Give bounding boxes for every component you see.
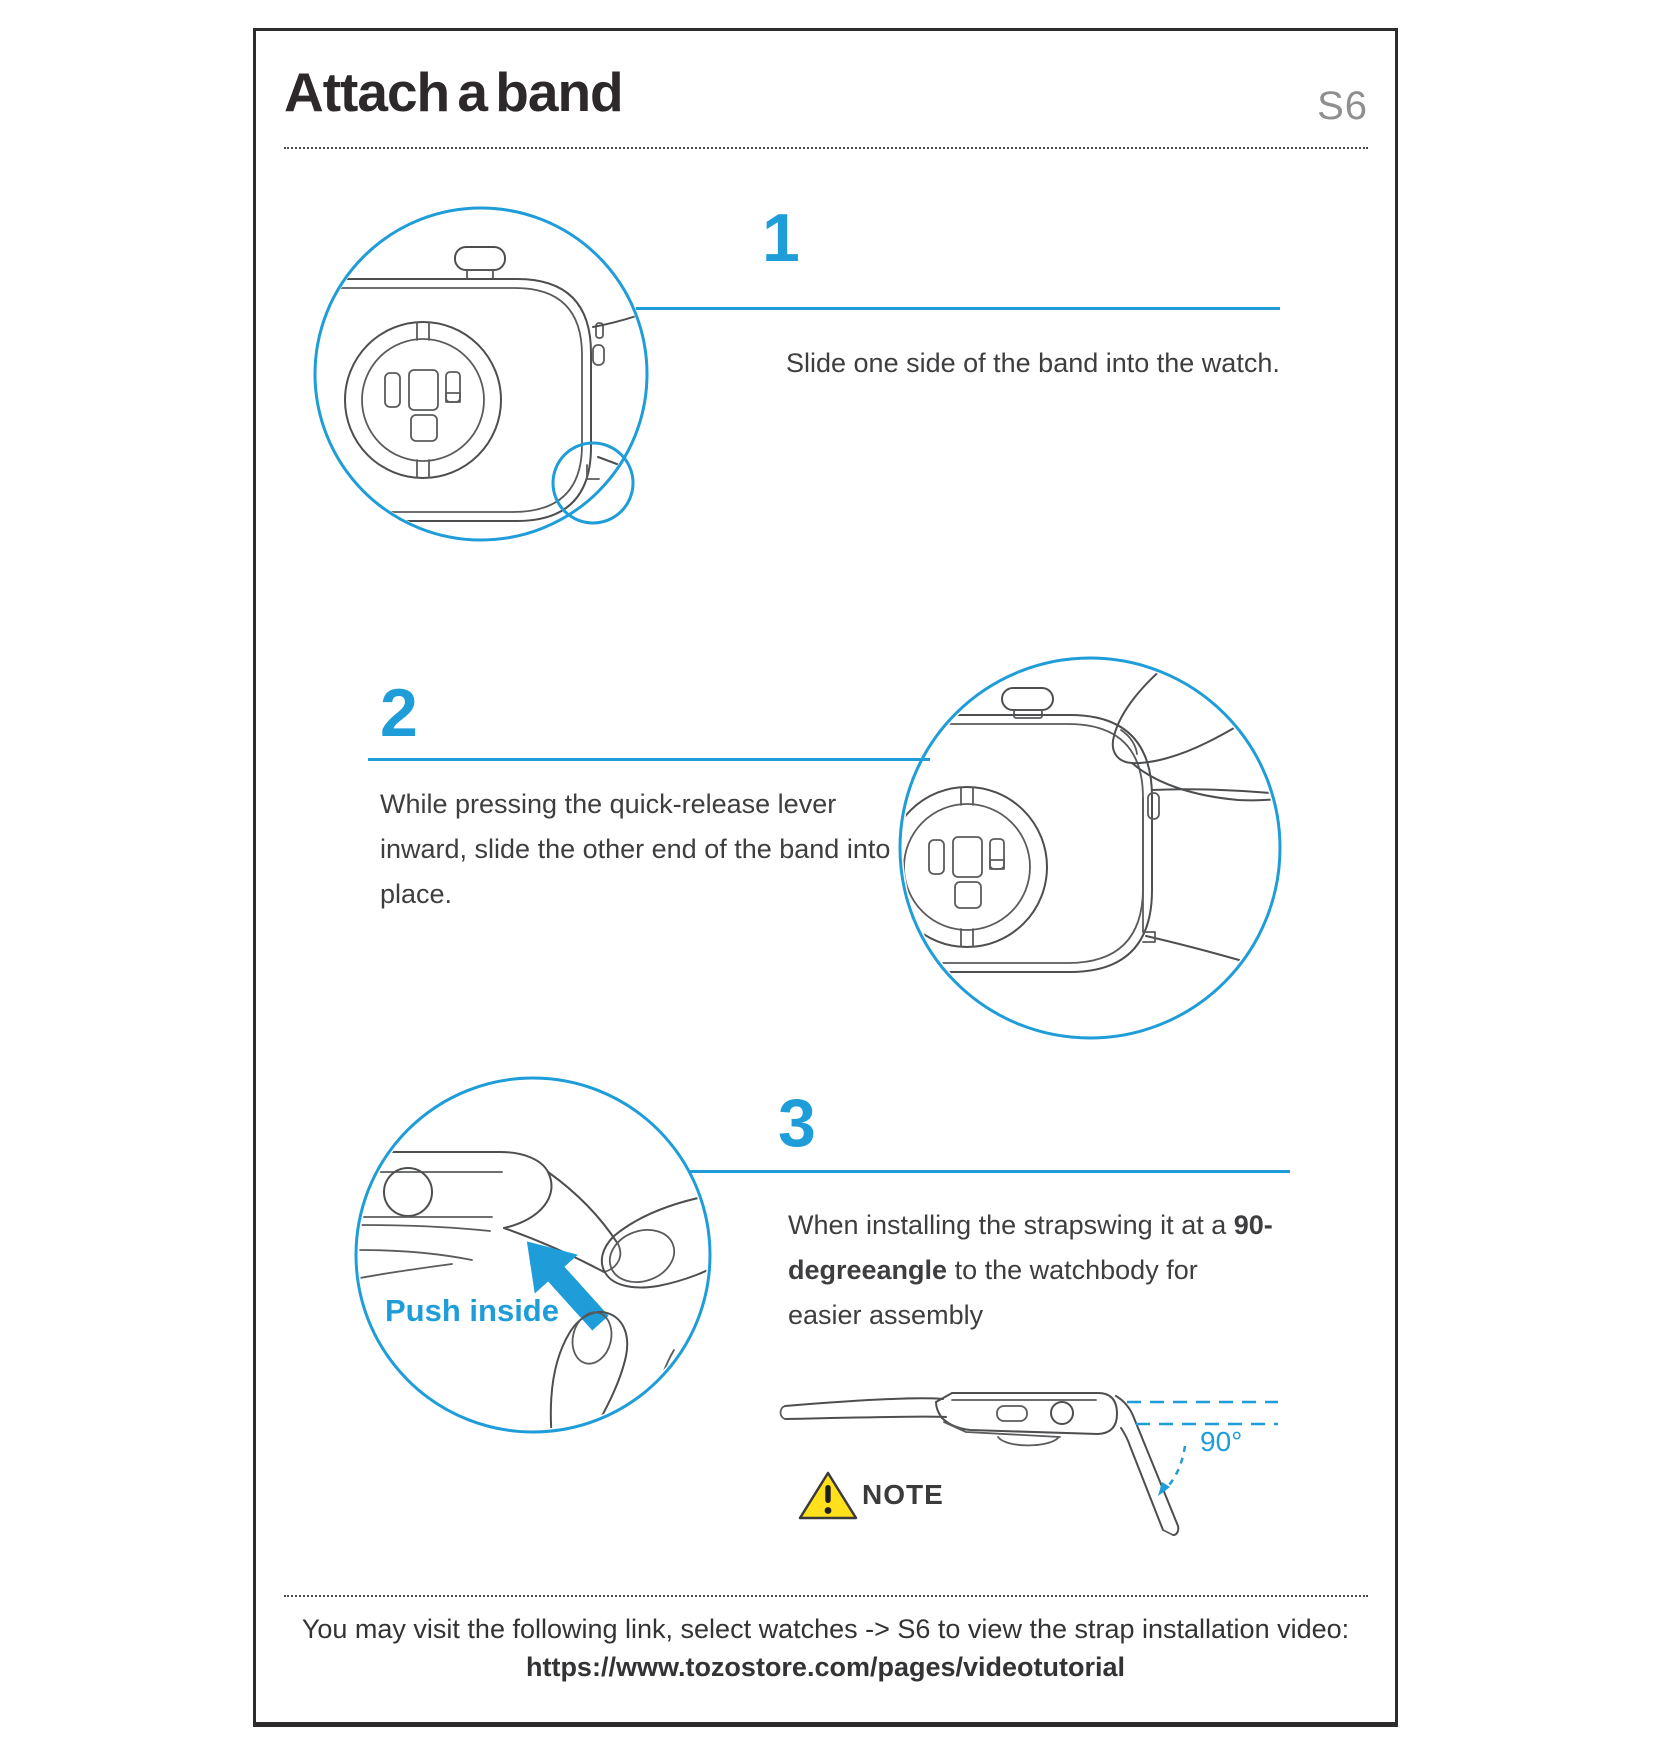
video-tutorial-link[interactable]: https://www.tozostore.com/pages/videotutorial — [525, 1652, 1126, 1682]
band-stub — [1143, 789, 1282, 972]
step3-number: 3 — [778, 1085, 816, 1161]
step1-number: 1 — [762, 200, 800, 276]
header-divider — [284, 147, 1368, 149]
step1-text: Slide one side of the band into the watch. — [786, 348, 1280, 378]
step3-text-after: to the watchbody for easier assembly — [788, 1255, 1198, 1330]
step2-circle — [900, 658, 1280, 1038]
footer-divider — [284, 1595, 1368, 1597]
step2-text: While pressing the quick-release lever inward, slide the other end of the band into place. — [380, 789, 891, 909]
footer-text: You may visit the following link, select watches -> S6 to view the strap installation video: — [301, 1614, 1350, 1644]
step2-illustration — [890, 650, 1290, 1050]
quick-release-lever — [1148, 793, 1159, 819]
angle-label: 90° — [1200, 1426, 1243, 1457]
watch-back-pressed-icon — [890, 658, 1286, 972]
quick-release-lever — [593, 323, 604, 365]
pinching-fingers — [551, 1194, 718, 1440]
pressing-finger — [1113, 658, 1286, 800]
step1-circle — [315, 208, 647, 540]
step3-text-bold: 90-degreeangle — [788, 1210, 1273, 1285]
step2-number: 2 — [380, 675, 418, 751]
step3-illustration — [352, 1074, 718, 1440]
step1-illustration — [305, 195, 675, 555]
note-label: NOTE — [862, 1479, 944, 1510]
watch-side-edge — [360, 1152, 551, 1278]
push-inside-label: Push inside — [385, 1293, 559, 1328]
model-badge: S6 — [1317, 84, 1368, 128]
step2-rule — [368, 758, 930, 761]
step3-rule — [688, 1170, 1290, 1173]
step3-text-before: When installing the strapswing it at a — [788, 1210, 1234, 1240]
watch-side-view — [781, 1393, 1179, 1535]
page-title: Attach a band — [284, 61, 623, 123]
angle-illustration — [730, 1388, 1290, 1588]
step3-text — [788, 1203, 1278, 1338]
lever-highlight-circle — [553, 443, 633, 523]
step1-rule — [636, 307, 1280, 310]
